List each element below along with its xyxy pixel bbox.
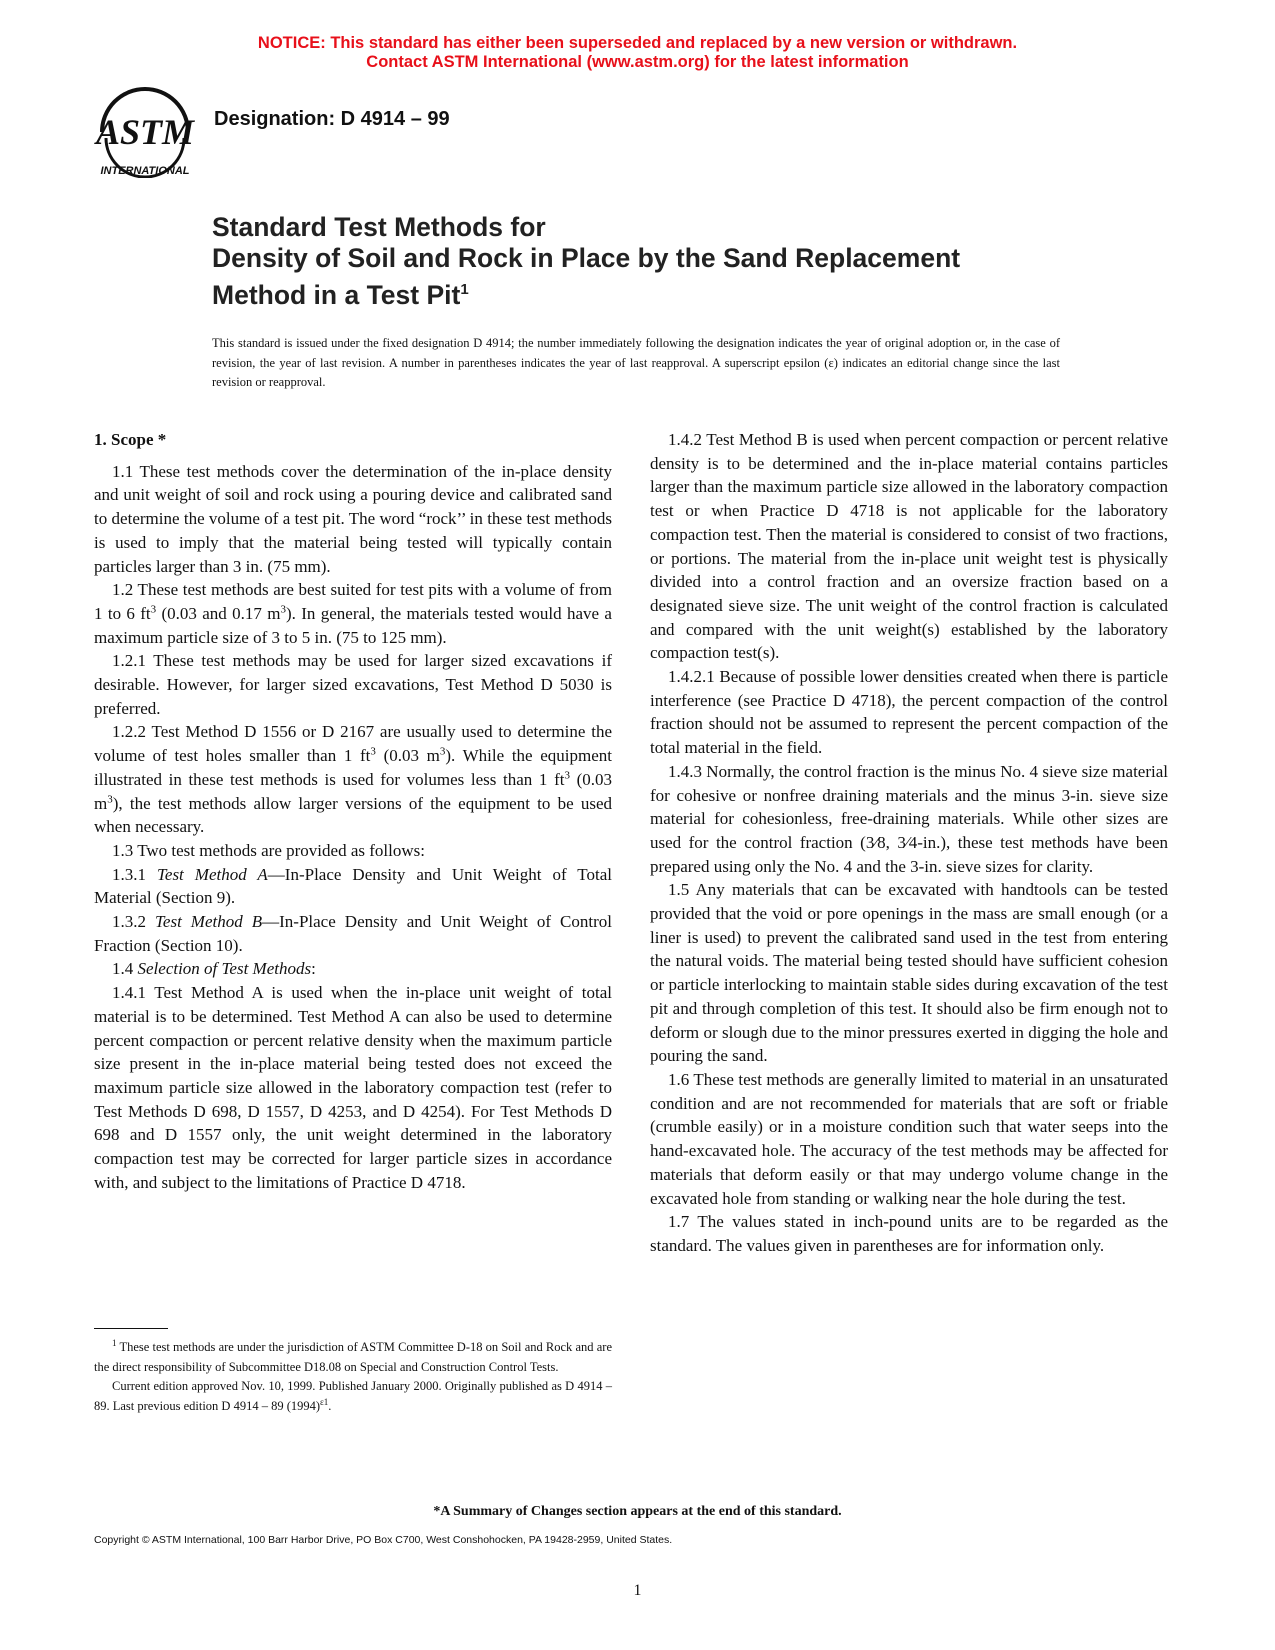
paragraph-1-4-1: 1.4.1 Test Method A is used when the in-place unit weight of total material is to be determined. Test Method A can also be used to determine percent compaction or percent relative density when the maximum particle size present in the in-place material being tested does not exceed the maximum particle size allowed in the laboratory compaction test (refer to Test Methods D 698, D 1557, D 4253, and D 4254). For Test Methods D 698 and D 1557 only, the unit weight determined in the laboratory compaction test may be corrected for larger particle sizes in accordance with, and subject to the limitations of Practice D 4718. — [94, 983, 612, 1192]
paragraph-1-3: 1.3 Two test methods are provided as follows: — [112, 840, 425, 860]
astm-logo-letters: ASTM — [95, 112, 195, 152]
paragraph-1-4-2: 1.4.2 Test Method B is used when percent compaction or percent relative density is to be determined and the in-place material contains particles larger than the maximum particle size allowed in the laboratory compaction test or when Practice D 4718 is not applicable for the laboratory compaction test. Then the material is considered to consist of two fractions, or portions. The material from the in-place unit weight test is physically divided into a control fraction and an oversize fraction based on a designated sieve size. The unit weight of the control fraction is calculated and compared with the unit weight(s) established by the laboratory compaction test(s). — [650, 430, 1168, 663]
notice-line-2: Contact ASTM International (www.astm.org) for the latest information — [366, 53, 909, 71]
notice-line-1: NOTICE: This standard has either been superseded and replaced by a new version or withdrawn. — [257, 34, 1018, 52]
title-line-3-text: Method in a Test Pit — [212, 279, 461, 310]
page-number: 1 — [633, 1582, 642, 1599]
paragraph-1-7: 1.7 The values stated in inch-pound units are to be regarded as the standard. The values given in parentheses are for information only. — [650, 1212, 1168, 1255]
paragraph-1-5: 1.5 Any materials that can be excavated with handtools can be tested provided that the void or pore openings in the mass are small enough (or a liner is used) to prevent the calibrated sand used in the test from entering the natural voids. The material being tested should have sufficient cohesion or particle interlocking to maintain stable sides during excavation of the test pit and through completion of this test. It should also be firm enough not to deform or slough due to the minor pressures exerted in digging the hole and pouring the sand. — [650, 880, 1168, 1066]
astm-logo-icon — [92, 86, 198, 178]
issued-note: This standard is issued under the fixed designation D 4914; the number immediately following the designation indicates the year of original adoption or, in the case of revision, the year of last revision. A number in parentheses indicates the year of last reapproval. A superscript epsilon (ε) indicates an editorial change since the last revision or reapproval. — [212, 336, 1060, 389]
designation: Designation: D 4914 – 99 — [214, 108, 450, 130]
paragraph-1-4: 1.4 Selection of Test Methods: — [112, 959, 316, 979]
paragraph-1-2-1: 1.2.1 These test methods may be used for larger sized excavations if desirable. However, for larger sized excavations, Test Method D 5030 is preferred. — [94, 651, 612, 718]
paragraph-1-2-2: 1.2.2 Test Method D 1556 or D 2167 are usually used to determine the volume of test holes smaller than 1 $ft^3$ (0.03 $m^3$). While the equipment illustrated in these test methods is used for volumes less than 1 $ft^3$ (0.03 $m^3$), the test methods allow larger versions of the equipment to be used when necessary. — [94, 722, 613, 837]
withdrawal-notice — [0, 34, 1275, 72]
footnote-edition: Current edition approved Nov. 10, 1999. Published January 2000. Originally published as D 4914 – 89. Last previous edition D 4914 – 89 $(1994)^{\varepsilon 1}$. — [94, 1379, 612, 1413]
left-column — [94, 428, 612, 1195]
title-line-3 — [212, 274, 960, 311]
summary-of-changes-note: *A Summary of Changes section appears at the end of this standard. — [433, 1504, 842, 1519]
paragraph-1-6: 1.6 These test methods are generally limited to material in an unsaturated condition and are not recommended for materials that are soft or friable (crumble easily) or in a moisture condition such that water seeps into the hand-excavated hole. The accuracy of the test methods may be affected for materials that deform easily or that may undergo volume change in the excavated hole from standing or walking near the hole during the test. — [650, 1069, 1168, 1208]
paragraph-1-3-2: 1.3.2 Test Method B—In-Place Density and Unit Weight of Control Fraction (Section 10). — [94, 912, 612, 955]
astm-logo-wordmark: INTERNATIONAL — [100, 165, 190, 177]
title-footnote-ref: 1 — [460, 281, 469, 298]
right-column — [650, 428, 1168, 1258]
paragraph-1-3-1: 1.3.1 Test Method A—In-Place Density and Unit Weight of Total Material (Section 9). — [94, 864, 612, 908]
title-line-1: Standard Test Methods for — [212, 212, 546, 242]
footnote-divider — [94, 1328, 168, 1329]
document-title — [212, 212, 960, 311]
title-line-2: Density of Soil and Rock in Place by the Sand Replacement — [212, 243, 961, 273]
paragraph-1-1: 1.1 These test methods cover the determination of the in-place density and unit weight of soil and rock using a pouring device and calibrated sand to determine the volume of a test pit. The word “rock’’ in these test methods is used to imply that the material being tested will typically contain particles larger than 3 in. (75 mm). — [94, 461, 612, 576]
paragraph-1-2: 1.2 These test methods are best suited for test pits with a volume of from 1 to 6 $ft^3$ (0.03 and 0.17 $m^3$). In general, the materials tested would have a maximum particle size of 3 to 5 in. (75 to 125 mm). — [94, 580, 612, 647]
paragraph-1-4-2-1: 1.4.2.1 Because of possible lower densities created when there is particle interference (see Practice D 4718), the percent compaction of the control fraction should not be assumed to represent the percent compaction of the total material in the field. — [650, 667, 1168, 758]
footnote-1: $^1$ These test methods are under the jurisdiction of ASTM Committee D-18 on Soil and Rock and are the direct responsibility of Subcommittee D18.08 on Special and Construction Control Tests. — [94, 1337, 612, 1374]
copyright-line: Copyright © ASTM International, 100 Barr Harbor Drive, PO Box C700, West Conshohocken, PA 19428-2959, United States. — [94, 1534, 673, 1546]
section-heading: 1. Scope * — [94, 430, 167, 449]
footnotes — [94, 1338, 612, 1416]
paragraph-1-4-3: 1.4.3 Normally, the control fraction is the minus No. 4 sieve size material for cohesive or nonfree draining materials and the minus 3-in. sieve size material for cohesionless, free-draining materials. While other sizes are used for the control fraction (3⁄8, 3⁄4-in.), these test methods have been prepared using only the No. 4 and the 3-in. sieve sizes for clarity. — [650, 761, 1168, 876]
